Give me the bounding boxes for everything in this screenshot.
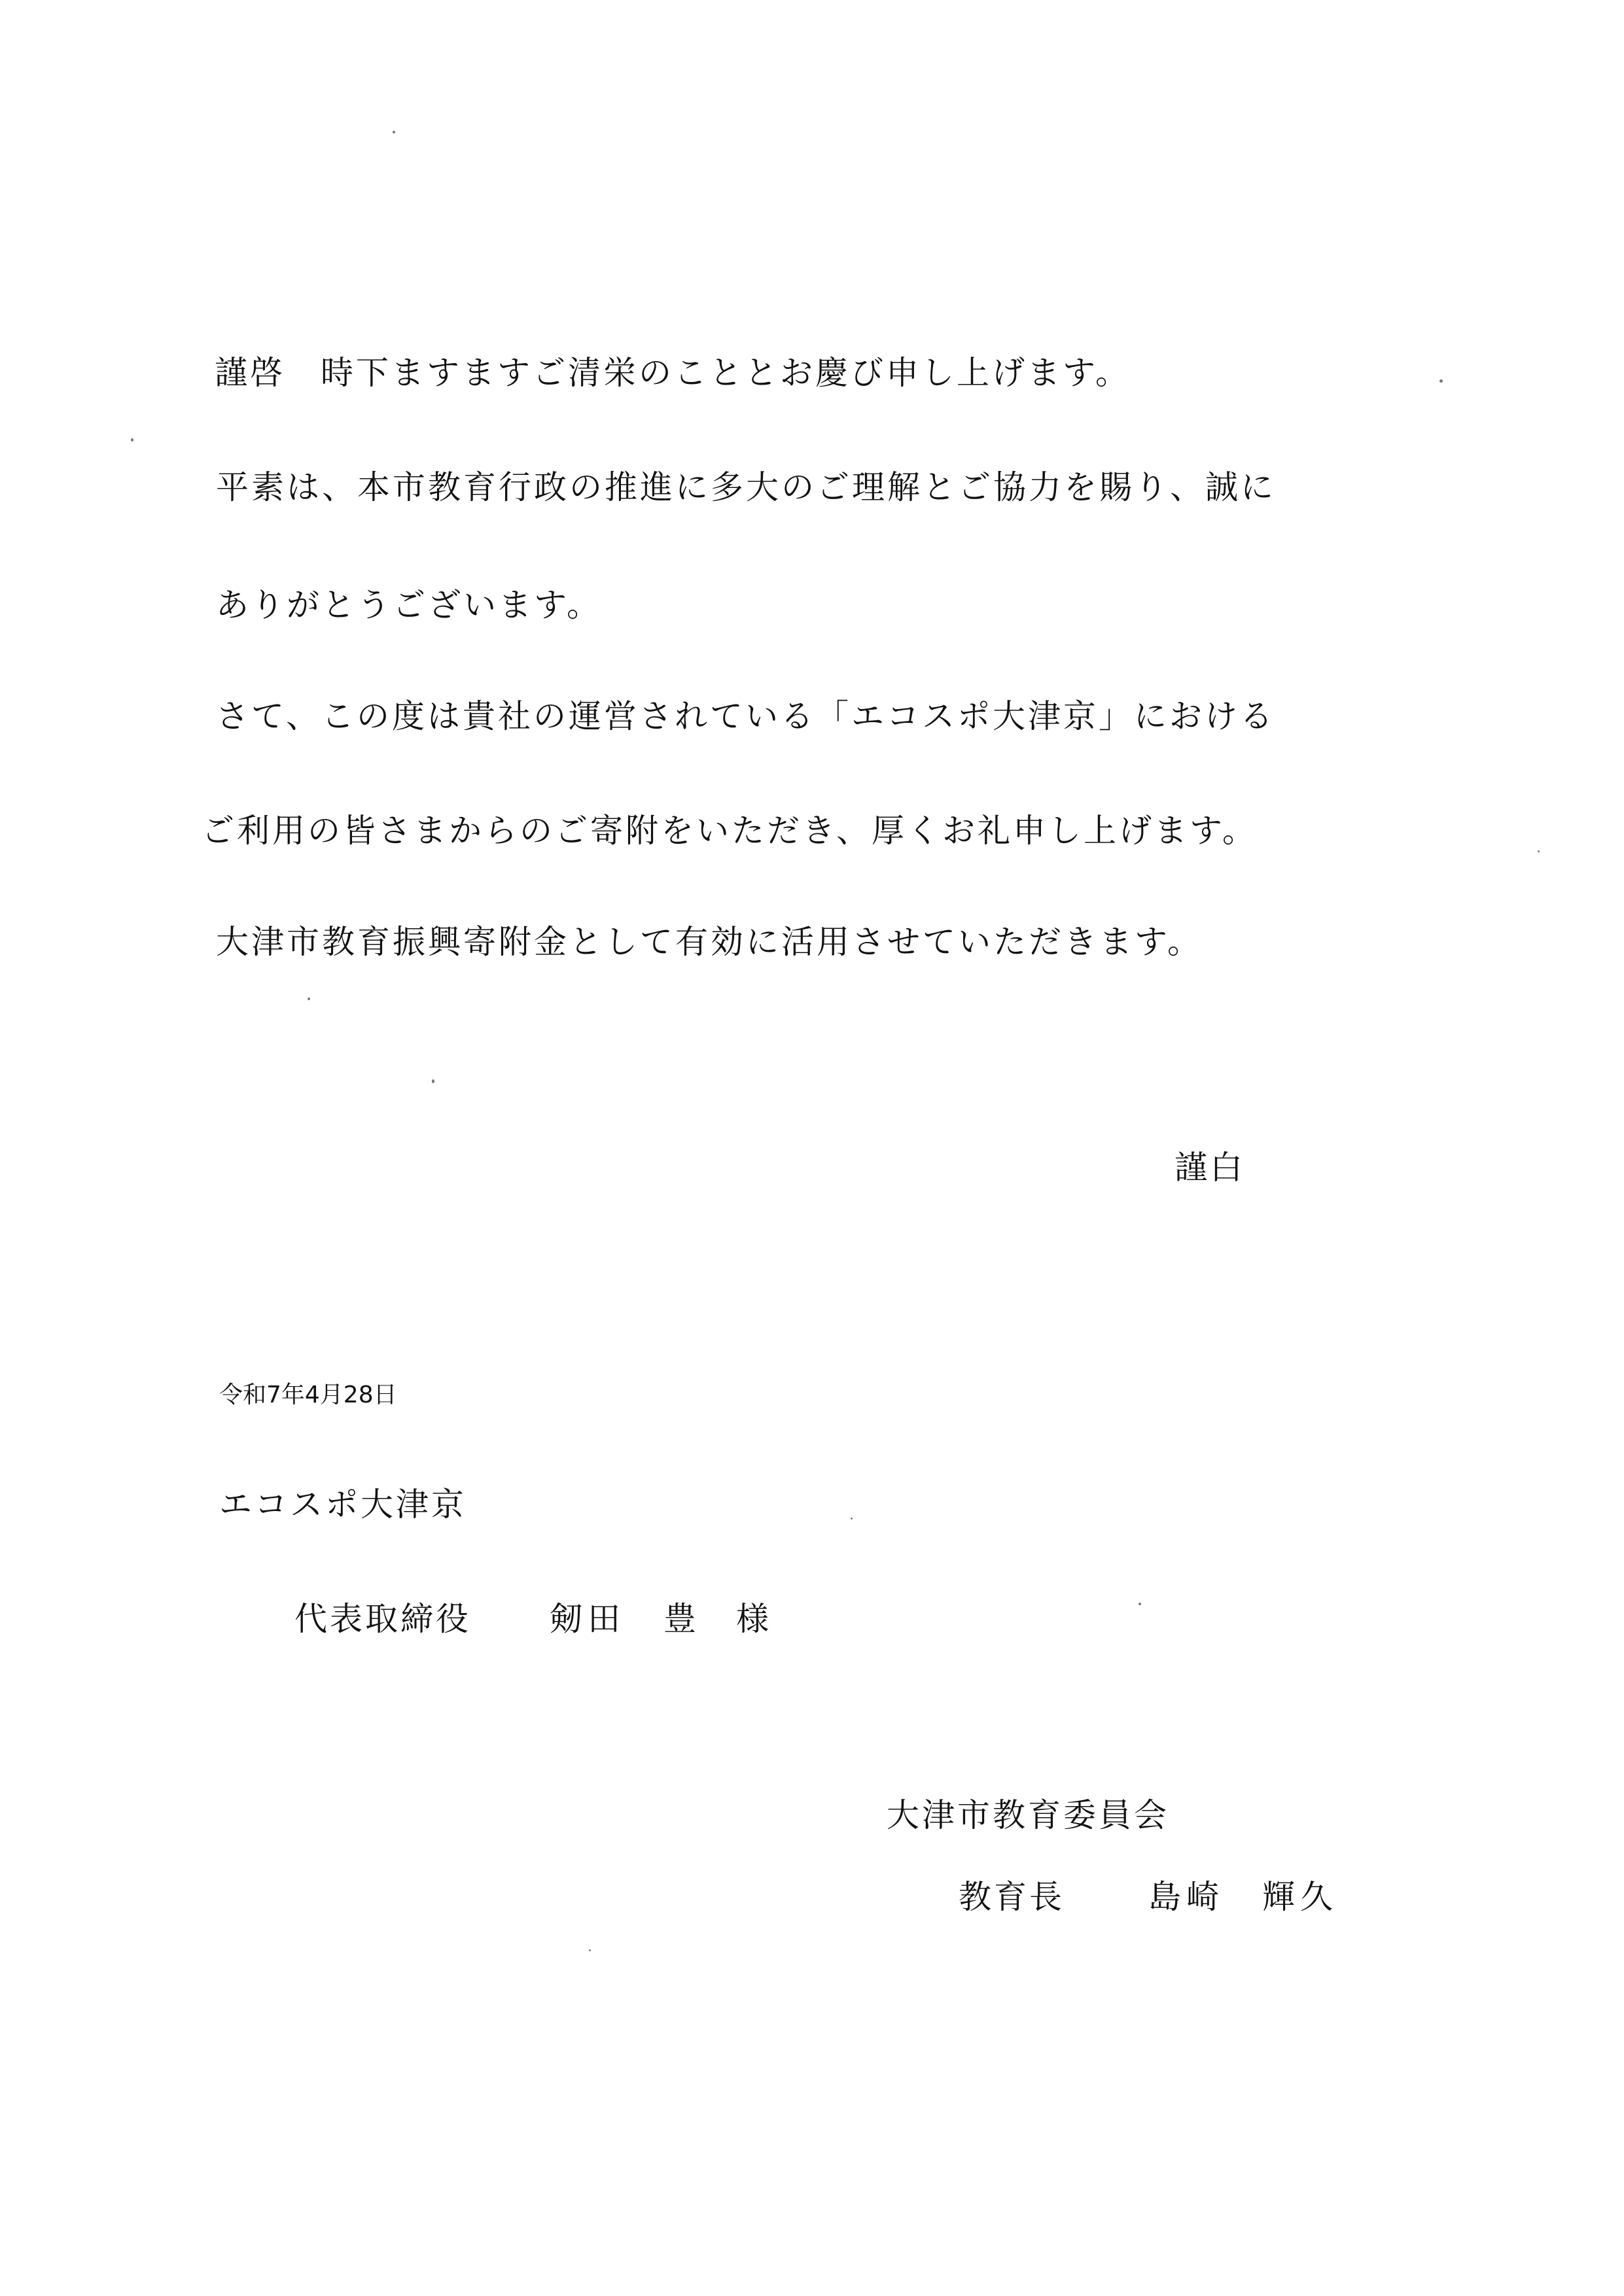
sender-title: 教育長 [959, 1878, 1065, 1916]
scan-speck [308, 998, 310, 1000]
recipient-name: 剱田 豊 [550, 1600, 701, 1638]
scan-speck [432, 1079, 434, 1083]
letter-date: 令和7年4月28日 [219, 1382, 397, 1408]
scan-speck [1538, 850, 1540, 852]
scan-speck [1139, 1603, 1141, 1605]
recipient-title: 代表取締役 [294, 1600, 471, 1638]
recipient-company: エコスポ大津京 [219, 1486, 467, 1523]
body-line: さて、この度は貴社の運営されている「エコスポ大津京」における [216, 697, 1275, 735]
body-line: ご利用の皆さまからのご寄附をいただき、厚くお礼申し上げます。 [202, 812, 1258, 850]
sender-name: 島崎 輝久 [1148, 1878, 1338, 1916]
scan-speck [393, 131, 395, 133]
scan-speck [589, 1949, 591, 1951]
scan-speck [1439, 379, 1443, 383]
opening-greeting: 謹啓 時下ますますご清栄のこととお慶び申し上げます。 [215, 354, 1131, 392]
closing-word: 謹白 [1174, 1149, 1245, 1187]
body-line: 平素は、本市教育行政の推進に多大のご理解とご協力を賜り、誠に [216, 468, 1276, 506]
body-line: ありがとうございます。 [216, 586, 602, 624]
sender-organization: 大津市教育委員会 [887, 1796, 1169, 1834]
recipient-honorific: 様 [736, 1600, 771, 1638]
scan-speck [131, 438, 133, 442]
scan-speck [851, 1518, 853, 1520]
body-line: 大津市教育振興寄附金として有効に活用させていただきます。 [216, 923, 1203, 961]
